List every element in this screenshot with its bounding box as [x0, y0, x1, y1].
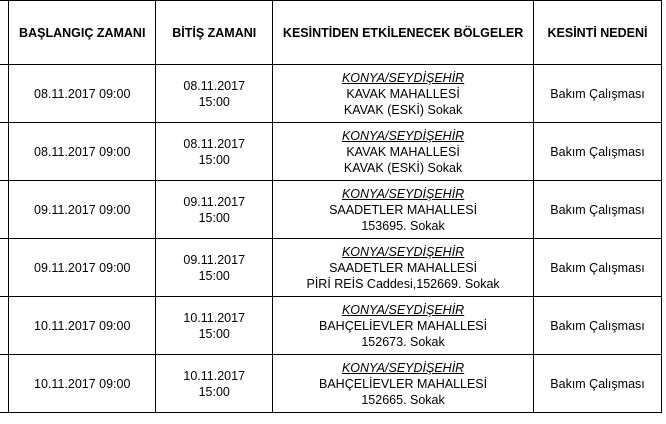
end-time: 15:00 [198, 152, 230, 167]
row-spacer-cell [0, 355, 9, 413]
table-row [0, 355, 662, 413]
region-cell [273, 239, 534, 297]
end-date: 08.11.2017 [183, 78, 246, 93]
end-time: 15:00 [198, 326, 230, 341]
city-name: KONYA/SEYDİŞEHİR [341, 128, 465, 143]
region-cell [273, 65, 534, 123]
row-spacer-cell [0, 239, 9, 297]
end-time-cell [156, 297, 273, 355]
header-end-time: BİTİŞ ZAMANI [156, 1, 273, 65]
row-spacer-cell [0, 123, 9, 181]
table-row [0, 123, 662, 181]
end-date: 09.11.2017 [183, 194, 246, 209]
end-date: 08.11.2017 [183, 136, 246, 151]
reason-cell: Bakım Çalışması [534, 123, 662, 181]
table-row [0, 181, 662, 239]
start-time-cell: 08.11.2017 09:00 [9, 123, 156, 181]
reason-cell: Bakım Çalışması [534, 297, 662, 355]
end-time-cell [156, 123, 273, 181]
header-outage-reason: KESİNTİ NEDENİ [534, 1, 662, 65]
region-cell [273, 355, 534, 413]
header-spacer-cell [0, 1, 9, 65]
end-time: 15:00 [198, 210, 230, 225]
table-row [0, 239, 662, 297]
table-row [0, 65, 662, 123]
start-time-cell: 09.11.2017 09:00 [9, 239, 156, 297]
start-time-cell: 08.11.2017 09:00 [9, 65, 156, 123]
row-spacer-cell [0, 297, 9, 355]
row-spacer-cell [0, 181, 9, 239]
end-time: 15:00 [198, 94, 230, 109]
region-line-1: SAADETLER MAHALLESİ [329, 260, 478, 275]
region-line-1: SAADETLER MAHALLESİ [329, 202, 478, 217]
region-line-1: KAVAK MAHALLESİ [346, 86, 460, 101]
header-row [0, 1, 662, 65]
header-affected-regions: KESİNTİDEN ETKİLENECEK BÖLGELER [273, 1, 534, 65]
table-row [0, 297, 662, 355]
start-time-cell: 10.11.2017 09:00 [9, 355, 156, 413]
end-time-cell [156, 239, 273, 297]
end-date: 10.11.2017 [183, 310, 246, 325]
city-name: KONYA/SEYDİŞEHİR [341, 70, 465, 85]
end-time-cell [156, 65, 273, 123]
reason-cell: Bakım Çalışması [534, 239, 662, 297]
city-name: KONYA/SEYDİŞEHİR [341, 302, 465, 317]
region-line-2: KAVAK (ESKİ) Sokak [343, 160, 463, 175]
region-line-2: 152665. Sokak [361, 392, 445, 407]
region-cell [273, 123, 534, 181]
city-name: KONYA/SEYDİŞEHİR [341, 244, 465, 259]
header-start-time: BAŞLANGIÇ ZAMANI [9, 1, 156, 65]
region-cell [273, 297, 534, 355]
region-line-2: 153695. Sokak [361, 218, 445, 233]
reason-cell: Bakım Çalışması [534, 65, 662, 123]
city-name: KONYA/SEYDİŞEHİR [341, 360, 465, 375]
reason-cell: Bakım Çalışması [534, 181, 662, 239]
region-cell [273, 181, 534, 239]
region-line-1: BAHÇELİEVLER MAHALLESİ [319, 318, 488, 333]
end-time-cell [156, 181, 273, 239]
end-date: 09.11.2017 [183, 252, 246, 267]
start-time-cell: 10.11.2017 09:00 [9, 297, 156, 355]
region-line-2: KAVAK (ESKİ) Sokak [343, 102, 463, 117]
region-line-2: PİRİ REİS Caddesi,152669. Sokak [306, 276, 500, 291]
end-time: 15:00 [198, 384, 230, 399]
end-date: 10.11.2017 [183, 368, 246, 383]
end-time-cell [156, 355, 273, 413]
end-time: 15:00 [198, 268, 230, 283]
region-line-1: BAHÇELİEVLER MAHALLESİ [319, 376, 488, 391]
city-name: KONYA/SEYDİŞEHİR [341, 186, 465, 201]
region-line-2: 152673. Sokak [361, 334, 445, 349]
reason-cell: Bakım Çalışması [534, 355, 662, 413]
region-line-1: KAVAK MAHALLESİ [346, 144, 460, 159]
start-time-cell: 09.11.2017 09:00 [9, 181, 156, 239]
row-spacer-cell [0, 65, 9, 123]
